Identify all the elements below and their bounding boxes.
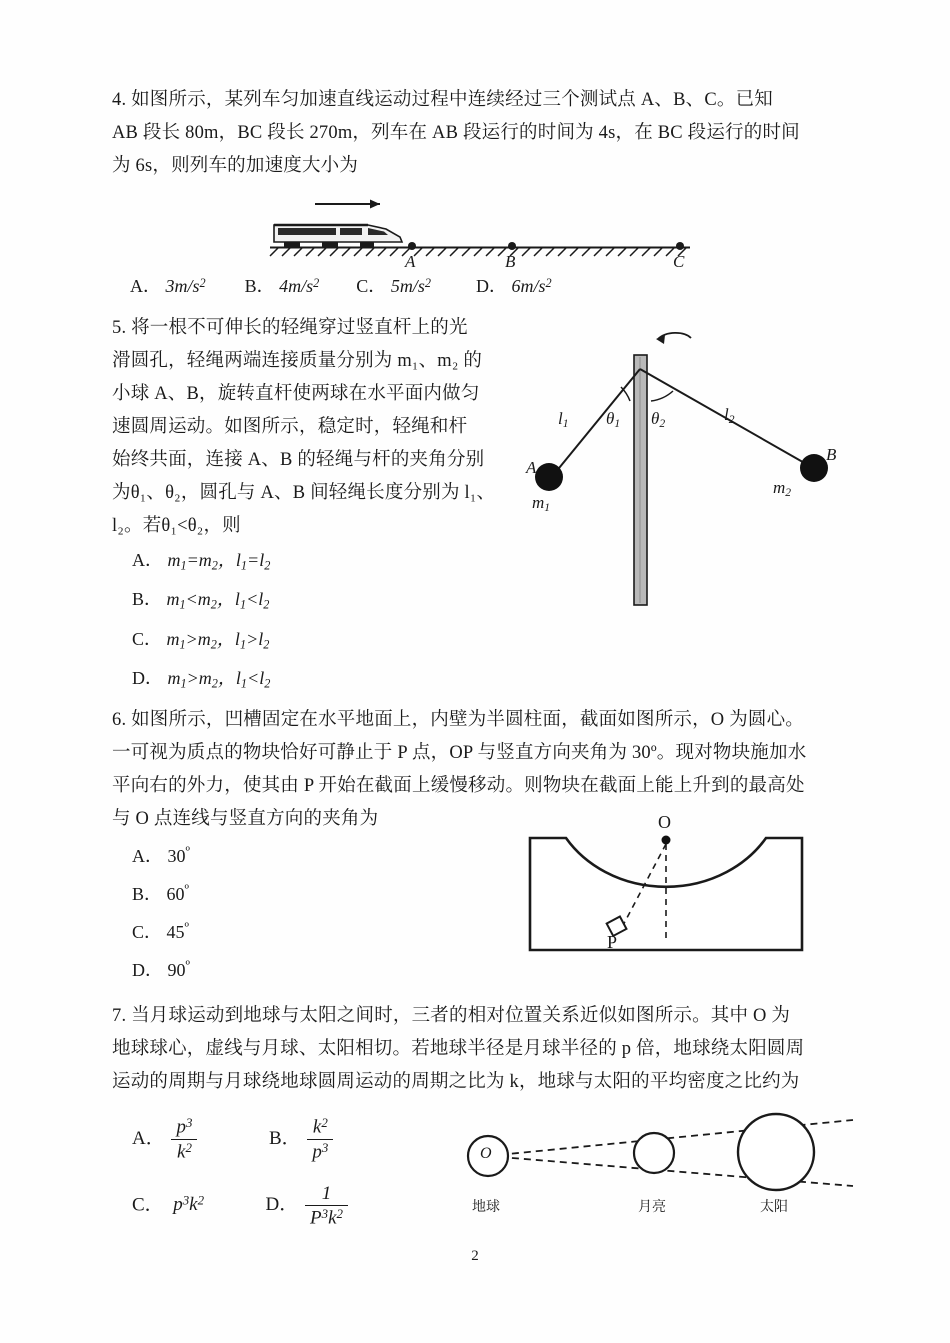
point-b-marker: [508, 242, 516, 250]
question-6-line-3: 平向右的外力，使其由 P 开始在截面上缓慢移动。则物块在截面上能上升到的最高处: [112, 776, 805, 796]
question-4-text: [112, 84, 852, 183]
question-4-line-3: 为 6s，则列车的加速度大小为: [112, 156, 359, 176]
q4-option-a-value: $3m/s^2$: [165, 275, 206, 296]
point-c-marker: [676, 242, 684, 250]
q5-option-c[interactable]: C． $m_1>m_2$，$l_1>l_2$: [132, 628, 270, 652]
semicircular-groove-figure: [524, 810, 814, 960]
mass-m1-label: $m_1$: [532, 493, 551, 515]
question-5-line-5: 始终共面，连接 A、B 的轻绳与杆的夹角分别: [112, 450, 485, 470]
q5-option-d[interactable]: D． $m_1>m_2$，$l_1<l_2$: [132, 668, 271, 691]
earth-label: 地球: [472, 1198, 500, 1214]
question-5-line-2: 滑圆孔，轻绳两端连接质量分别为 m₁、m₂ 的: [112, 351, 483, 371]
q4-option-d-value: $6m/s^2$: [511, 275, 552, 296]
question-7-text: [112, 1000, 857, 1099]
q5-option-b[interactable]: B． $m_1<m_2$，$l_1<l_2$: [132, 589, 270, 612]
question-7-line-1: 7. 当月球运动到地球与太阳之间时，三者的相对位置关系近似如图所示。其中 O 为: [112, 1006, 791, 1026]
earth-moon-sun-figure: [458, 1108, 858, 1238]
q7-option-b[interactable]: B． $\frac{k^2}{p^3}$: [269, 1128, 335, 1149]
question-4-options: [130, 272, 552, 298]
point-b-label: B: [505, 252, 516, 271]
q6-option-b[interactable]: B． $60^º$: [132, 882, 189, 905]
angle-theta2-label: $\theta_2$: [651, 409, 666, 431]
question-5-line-7: l₂。若θ₁<θ₂，则: [112, 516, 241, 536]
q4-option-d[interactable]: D． $6m/s^2$: [475, 275, 552, 296]
question-6-line-4: 与 O 点连线与竖直方向的夹角为: [112, 809, 379, 829]
q6-option-d[interactable]: D． $90^º$: [132, 958, 190, 981]
high-speed-train: [274, 225, 402, 247]
point-c-label: C: [673, 252, 685, 271]
rotation-arrow: [656, 333, 691, 344]
angle-arc-right: [651, 391, 673, 401]
q5-option-a[interactable]: A． $m_1=m_2$，$l_1=l_2$: [132, 550, 271, 573]
rightward-arrow: [315, 200, 380, 209]
point-p-label: P: [607, 932, 618, 952]
q7-option-a-fraction: $\frac{p^3}{k^2}$: [171, 1116, 197, 1164]
q7-option-a[interactable]: A． $\frac{p^3}{k^2}$: [132, 1128, 204, 1149]
point-a-marker: [408, 242, 416, 250]
question-5-line-4: 速圆周运动。如图所示，稳定时，轻绳和杆: [112, 417, 468, 437]
conical-pendulum-figure: [508, 325, 848, 625]
page-number: 2: [471, 1248, 479, 1264]
q7-option-c-value: $p^3k^2$: [168, 1193, 205, 1216]
ball-a-label: A: [526, 458, 537, 477]
ball-b-label: B: [826, 445, 837, 464]
angle-arc-left: [621, 387, 630, 401]
train-track-figure: [260, 192, 700, 272]
mass-m2-label: $m_2$: [773, 478, 792, 500]
q4-option-a[interactable]: A． $3m/s^2$: [130, 275, 206, 296]
q4-option-c[interactable]: C． $5m/s^2$: [356, 275, 431, 296]
ground-hatching: [270, 248, 686, 256]
question-7-line-3: 运动的周期与月球绕地球圆周运动的周期之比为 k，地球与太阳的平均密度之比约为: [112, 1072, 800, 1092]
sun-circle: [738, 1114, 814, 1190]
question-7-line-2: 地球球心，虚线与月球、太阳相切。若地球半径是月球半径的 p 倍，地球绕太阳圆周: [112, 1039, 805, 1059]
question-5-options: [132, 543, 270, 701]
earth-center-label: O: [480, 1145, 492, 1162]
q7-option-d[interactable]: D． $\frac{1}{P^3k^2}$: [266, 1194, 350, 1215]
q4-option-b-value: $4m/s^2$: [279, 275, 320, 296]
ball-b: [800, 454, 828, 482]
center-o-marker: [662, 836, 671, 845]
question-6-line-1: 6. 如图所示，凹槽固定在水平地面上，内壁为半圆柱面，截面如图所示，O 为圆心。: [112, 710, 804, 730]
q4-option-c-value: $5m/s^2$: [390, 275, 431, 296]
moon-label: 月亮: [638, 1198, 666, 1214]
question-6-line-2: 一可视为质点的物块恰好可静止于 P 点，OP 与竖直方向夹角为 30º。现对物块施加水: [112, 743, 807, 763]
moon-circle: [634, 1133, 674, 1173]
center-o-label: O: [658, 812, 671, 832]
question-4-line-1: 4. 如图所示，某列车匀加速直线运动过程中连续经过三个测试点 A、B、C。已知: [112, 90, 773, 110]
question-5-text: [112, 312, 512, 543]
point-a-label: A: [405, 252, 416, 271]
q7-option-b-fraction: $\frac{k^2}{p^3}$: [307, 1116, 333, 1164]
q7-option-d-fraction: $\frac{1}{P^3k^2}$: [305, 1183, 348, 1230]
question-5-line-3: 小球 A、B，旋转直杆使两球在水平面内做匀: [112, 384, 480, 404]
angle-theta1-label: $\theta_1$: [606, 409, 621, 431]
question-6-options: [132, 835, 190, 987]
sun-label: 太阳: [760, 1198, 788, 1214]
question-5-line-6: 为θ₁、θ₂，圆孔与 A、B 间轻绳长度分别为 l₁、: [112, 483, 496, 503]
q7-option-c[interactable]: C． $p^3k^2$: [132, 1193, 205, 1216]
ball-a: [535, 463, 563, 491]
question-5-line-1: 5. 将一根不可伸长的轻绳穿过竖直杆上的光: [112, 318, 468, 338]
q4-option-b[interactable]: B． $4m/s^2$: [244, 275, 320, 296]
question-7-options: [132, 1108, 350, 1232]
string-right-length-label: $l_2$: [724, 405, 735, 427]
q6-option-c[interactable]: C． $45^º$: [132, 920, 189, 943]
question-4-line-2: AB 段长 80m，BC 段长 270m，列车在 AB 段运行的时间为 4s，在 BC 段运行的时间: [112, 123, 800, 143]
string-left-length-label: $l_1$: [558, 409, 569, 431]
q6-option-a[interactable]: A． $30^º$: [132, 844, 190, 867]
